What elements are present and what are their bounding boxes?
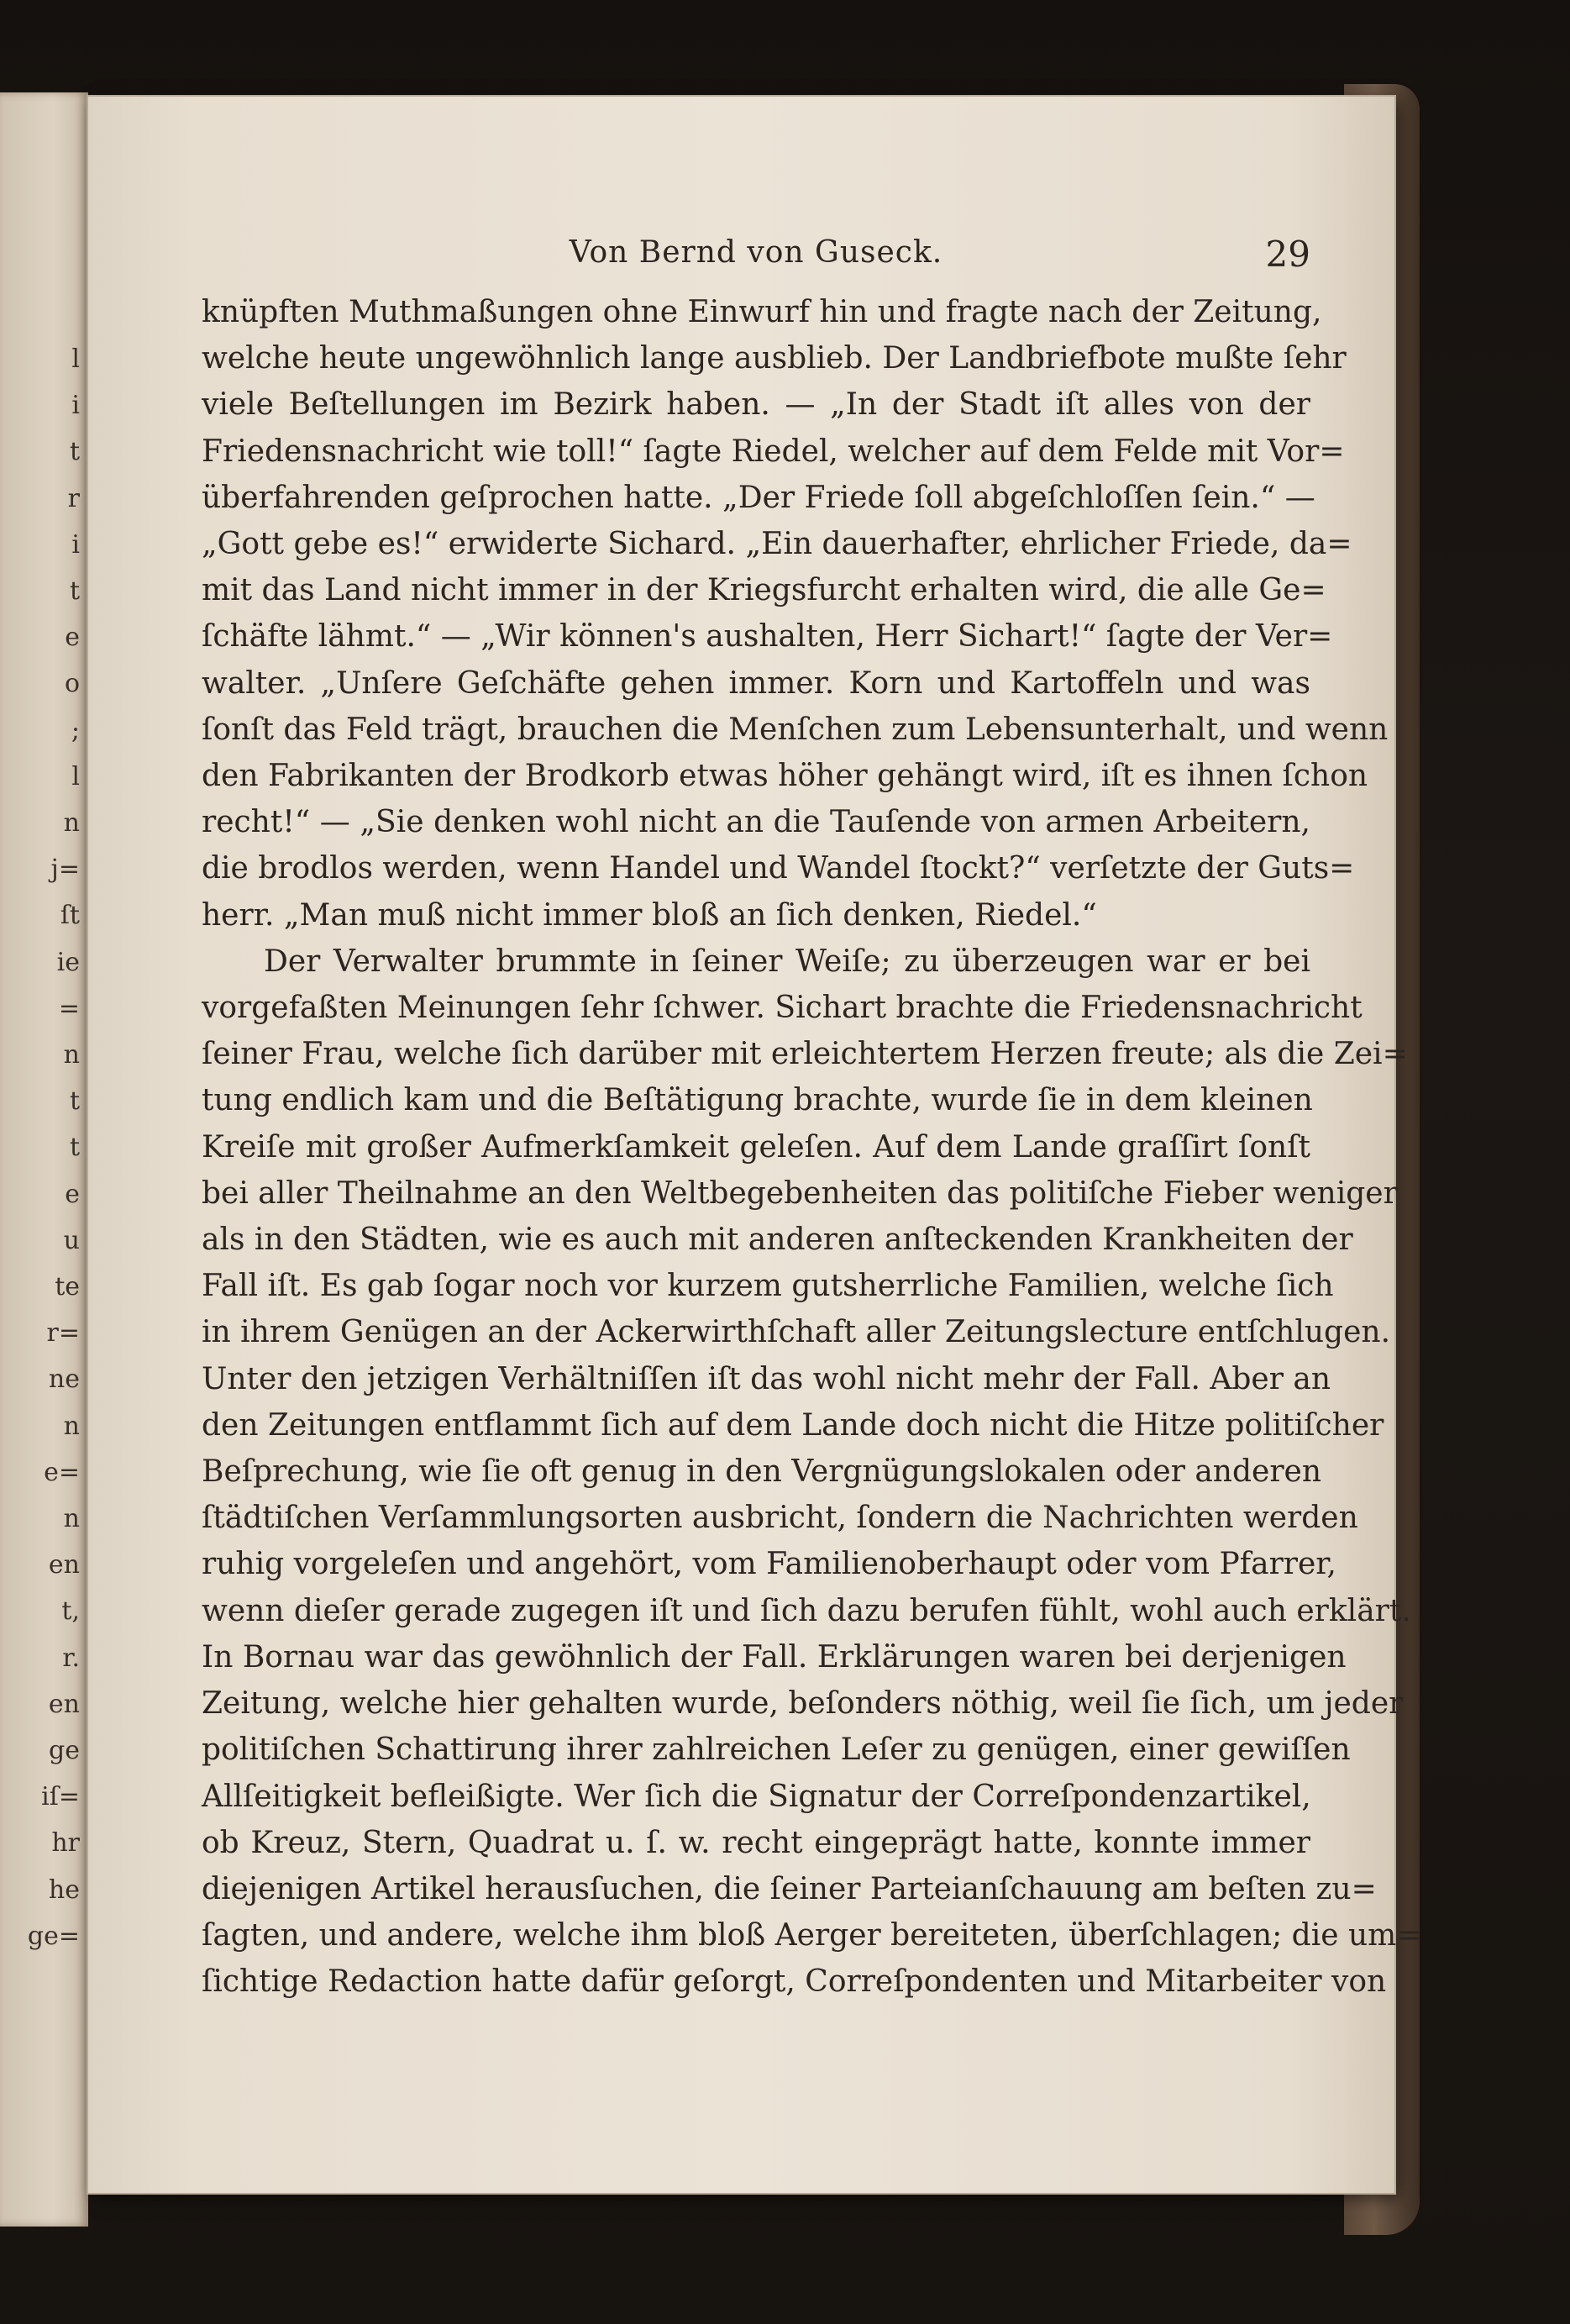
prev-page-fragment: t [69, 576, 80, 606]
text-line: knüpften Muthmaßungen ohne Einwurf hin und fragte nach der Zeitung, [202, 295, 1322, 329]
prev-page-fragment: t [69, 437, 80, 467]
prev-page-fragment: t [69, 1086, 80, 1117]
prev-page-fragment: n [63, 1411, 80, 1441]
text-line: mit das Land nicht immer in der Kriegsfurcht erhalten wird, die alle Ge= [202, 573, 1326, 608]
prev-page-fragment: hr [51, 1828, 80, 1859]
prev-page-fragment: en [48, 1689, 80, 1719]
prev-page-fragment: n [63, 1504, 80, 1533]
page-content [202, 234, 1422, 2006]
prev-page-fragment: he [48, 1874, 80, 1905]
prev-page-fragment: en [48, 1550, 80, 1580]
text-line: als in den Städten, wie es auch mit anderen anſteckenden Krankheiten der [202, 1222, 1353, 1258]
text-line: bei aller Theilnahme an den Weltbegebenheiten das politiſche Fieber weniger [202, 1175, 1398, 1211]
text-line: „Gott gebe es!“ erwiderte Sichard. „Ein dauerhafter, ehrlicher Friede, da= [202, 527, 1352, 562]
text-line: ſichtige Redaction hatte dafür geſorgt, Correſpondenten und Mitarbeiter von [202, 1964, 1387, 2000]
text-line: Zeitung, welche hier gehalten wurde, beſonders nöthig, weil ſie ſich, um jeder [202, 1686, 1404, 1722]
body-text [202, 289, 1422, 2006]
prev-page-fragment: j= [50, 854, 80, 885]
text-line: Unter den jetzigen Verhältniſſen iſt das wohl nicht mehr der Fall. Aber an [202, 1361, 1331, 1396]
prev-page-fragment: l [71, 344, 80, 374]
text-line: die brodlos werden, wenn Handel und Wandel ſtockt?“ verſetzte der Guts= [202, 851, 1355, 886]
prev-page-fragment: = [58, 993, 80, 1023]
text-line: ſchäfte lähmt.“ — „Wir können's aushalten, Herr Sichart!“ ſagte der Ver= [202, 619, 1333, 655]
text-line: tung endlich kam und die Beſtätigung brachte, wurde ſie in dem kleinen [202, 1083, 1313, 1118]
prev-page-fragment: u [63, 1225, 80, 1255]
text-line: In Bornau war das gewöhnlich der Fall. Erklärungen waren bei derjenigen [202, 1639, 1347, 1675]
prev-page-fragment: t, [61, 1596, 80, 1627]
prev-page-fragment: r [67, 483, 80, 513]
text-line: ſtädtiſchen Verſammlungsorten ausbricht, ſondern die Nachrichten werden [202, 1501, 1358, 1536]
text-line: vorgefaßten Meinungen ſehr ſchwer. Sichart brachte die Friedensnachricht [202, 991, 1363, 1026]
page-number: 29 [1265, 234, 1310, 275]
text-line: politiſchen Schattirung ihrer zahlreichen Leſer zu genügen, einer gewiſſen [202, 1732, 1351, 1768]
running-head-title: Von Bernd von Guseck. [569, 235, 943, 270]
prev-page-fragment: e= [44, 1457, 80, 1487]
text-line: ſonſt das Feld trägt, brauchen die Menſchen zum Lebensunterhalt, und wenn [202, 712, 1389, 747]
prev-page-fragment: ne [48, 1364, 80, 1395]
text-line: viele Beſtellungen im Bezirk haben. — „In der Stadt iſt alles von der [202, 387, 1310, 423]
text-line: herr. „Man muß nicht immer bloß an ſich denken, Riedel.“ [202, 897, 1097, 933]
text-line: ſagten, und andere, welche ihm bloß Aerger bereiteten, überſchlagen; die um= [202, 1918, 1422, 1953]
prev-page-fragment: ge [49, 1736, 80, 1765]
prev-page-fragment: r. [62, 1643, 80, 1673]
text-line: in ihrem Genügen an der Ackerwirthſchaft aller Zeitungslecture entſchlugen. [202, 1315, 1391, 1350]
prev-page-fragment: l [71, 761, 80, 791]
text-line: Der Verwalter brummte in ſeiner Weiſe; zu überzeugen war er bei [264, 944, 1310, 979]
prev-page-fragment: ſt [60, 901, 80, 931]
prev-page-fragment: i [71, 391, 80, 421]
prev-page-fragment: r= [46, 1318, 80, 1349]
text-line: Beſprechung, wie ſie oft genug in den Vergnügungslokalen oder anderen [202, 1454, 1322, 1490]
book-page [88, 97, 1422, 2193]
prev-page-fragment: e [65, 1179, 80, 1209]
text-line: ob Kreuz, Stern, Quadrat u. ſ. w. recht eingeprägt hatte, konnte immer [202, 1825, 1310, 1860]
text-line: Friedensnachricht wie toll!“ ſagte Riedel, welcher auf dem Felde mit Vor= [202, 434, 1345, 469]
prev-page-fragment: n [63, 1040, 80, 1070]
text-line: den Zeitungen entflammt ſich auf dem Lande doch nicht die Hitze politiſcher [202, 1407, 1384, 1443]
prev-page-fragment: o [64, 669, 80, 699]
prev-page-fragment: i [71, 529, 80, 560]
text-line: ſeiner Frau, welche ſich darüber mit erleichtertem Herzen freute; als die Zei= [202, 1037, 1408, 1072]
text-line: Fall iſt. Es gab ſogar noch vor kurzem gutsherrliche Familien, welche ſich [202, 1269, 1334, 1304]
previous-page-edge [0, 92, 88, 2227]
prev-page-fragment: ; [71, 715, 80, 745]
prev-page-fragment: te [55, 1272, 80, 1301]
prev-page-fragment: e [65, 623, 80, 653]
running-head [202, 235, 1310, 287]
text-line: diejenigen Artikel herausſuchen, die ſeiner Parteianſchauung am beſten zu= [202, 1871, 1377, 1906]
prev-page-fragment: ge= [27, 1921, 80, 1951]
text-line: welche heute ungewöhnlich lange ausblieb. Der Landbriefbote mußte ſehr [202, 341, 1347, 376]
text-line: überfahrenden geſprochen hatte. „Der Friede ſoll abgeſchloſſen ſein.“ — [202, 480, 1315, 515]
prev-page-fragment: ie [56, 947, 80, 977]
text-line: Kreiſe mit großer Aufmerkſamkeit geleſen. Auf dem Lande graſſirt ſonſt [202, 1129, 1310, 1165]
text-line: walter. „Unſere Geſchäfte gehen immer. Korn und Kartoffeln und was [202, 665, 1310, 701]
text-line: ruhig vorgeleſen und angehört, vom Familienoberhaupt oder vom Pfarrer, [202, 1547, 1336, 1582]
prev-page-fragment: n [63, 808, 80, 838]
text-line: den Fabrikanten der Brodkorb etwas höher gehängt wird, iſt es ihnen ſchon [202, 759, 1368, 794]
prev-page-fragment: iſ= [41, 1782, 80, 1812]
text-line: wenn dieſer gerade zugegen iſt und ſich dazu berufen fühlt, wohl auch erklärt. [202, 1593, 1411, 1628]
prev-page-fragment: t [69, 1133, 80, 1163]
text-line: Allſeitigkeit befleißigte. Wer ſich die Signatur der Correſpondenzartikel, [202, 1779, 1311, 1814]
text-line: recht!“ — „Sie denken wohl nicht an die Tauſende von armen Arbeitern, [202, 805, 1310, 840]
